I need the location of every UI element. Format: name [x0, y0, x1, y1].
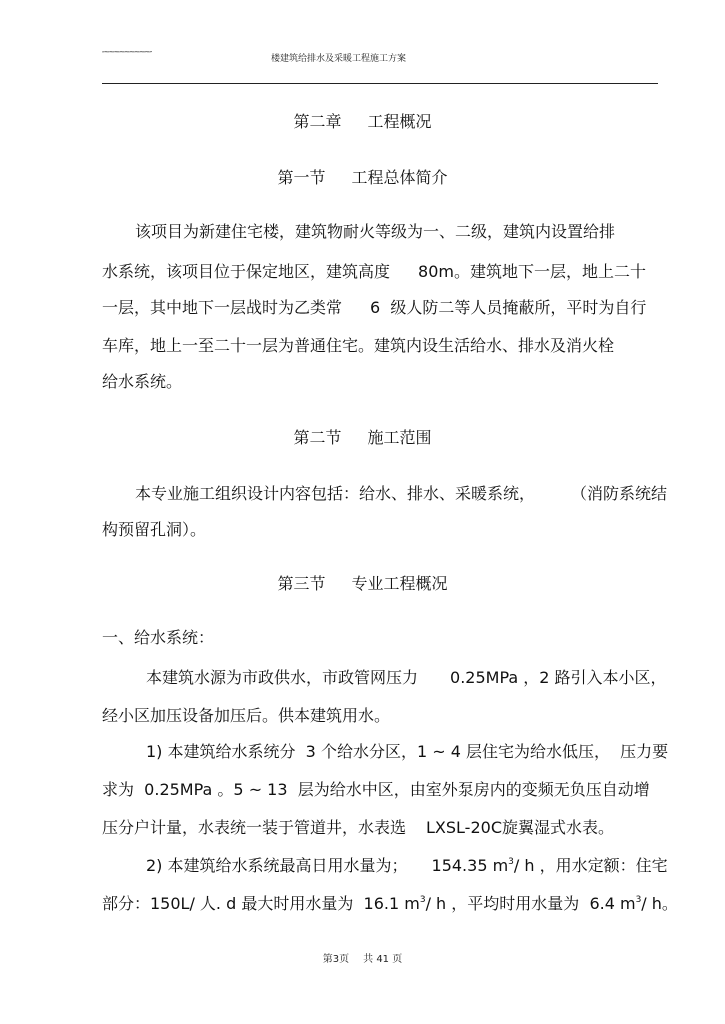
page-number: 第3页 [322, 954, 350, 965]
text-span: 本建筑水源为市政供水，市政管网压力 [146, 668, 419, 687]
paragraph-line [135, 484, 667, 504]
text-span: 154.35 m [431, 856, 509, 875]
page-total: 共 41 页 [363, 954, 403, 965]
paragraph-line [102, 818, 614, 838]
superscript: 3 [419, 895, 426, 905]
subsection-heading: 一、给水系统： [102, 628, 215, 647]
section-1-title: 工程总体简介 [351, 168, 448, 187]
section-1-number: 第一节 [277, 168, 326, 187]
paragraph-line [102, 894, 678, 914]
section-2-number: 第二节 [293, 428, 342, 447]
text-span: / h ，用水定额：住宅 [513, 856, 668, 875]
paragraph-line [146, 856, 668, 876]
text-span: / h ，平均时用水量为 6.4 m [425, 894, 636, 913]
paragraph-line: 构预留孔洞）。 [102, 520, 207, 539]
paragraph-line: 该项目为新建住宅楼，建筑物耐火等级为一、二级，建筑内设置给排 [135, 222, 616, 241]
superscript: 3 [635, 895, 642, 905]
page-footer [0, 950, 725, 965]
paragraph-line: 给水系统。 [102, 372, 183, 391]
text-span: 2) 本建筑给水系统最高日用水量为； [146, 856, 408, 875]
section-3-title: 专业工程概况 [351, 574, 448, 593]
paragraph-line: 求为 0.25MPa 。5 ~ 13 层为给水中区，由室外泵房内的变频无负压自动增 [102, 780, 650, 799]
header-title: 楼建筑给排水及采暖工程施工方案 [271, 54, 407, 64]
paragraph-line [102, 298, 646, 318]
paragraph-line [102, 262, 646, 282]
text-span: 80m。建筑地下一层，地上二十 [418, 262, 646, 281]
text-span: / h。 [641, 894, 678, 913]
paragraph-line: 车库，地上一至二十一层为普通住宅。建筑内设生活给水、排水及消火栓 [102, 336, 615, 355]
chapter-heading [0, 112, 725, 132]
chapter-number: 第二章 [293, 112, 342, 131]
text-span: 一层，其中地下一层战时为乙类常 [102, 298, 343, 317]
section-3-number: 第三节 [277, 574, 326, 593]
text-span: 0.25MPa ，2 路引入本小区， [450, 668, 667, 687]
header-rule [102, 83, 658, 84]
header-marks: ″″″″″″″″″″″″″″″″″″″″ [102, 50, 152, 59]
text-span: 6 级人防二等人员掩蔽所，平时为自行 [370, 298, 647, 317]
text-span: LXSL-20C旋翼湿式水表。 [426, 818, 614, 837]
superscript: 3 [508, 857, 514, 867]
section-1-heading [0, 168, 725, 188]
paragraph-line: 经小区加压设备加压后。供本建筑用水。 [102, 706, 391, 725]
text-span: 压分户计量，水表统一装于管道井，水表选 [102, 818, 407, 837]
paragraph-line: 1) 本建筑给水系统分 3 个给水分区，1 ~ 4 层住宅为给水低压， 压力要 [146, 742, 669, 761]
text-span: 部分：150L/ 人. d 最大时用水量为 16.1 m [102, 894, 420, 913]
section-2-title: 施工范围 [367, 428, 432, 447]
paragraph-line [146, 668, 667, 688]
text-span: （消防系统结 [571, 484, 668, 503]
chapter-title: 工程概况 [367, 112, 432, 131]
text-span: 本专业施工组织设计内容包括：给水、排水、采暖系统， [135, 484, 536, 503]
section-3-heading [0, 574, 725, 594]
text-span: 水系统，该项目位于保定地区，建筑高度 [102, 262, 391, 281]
section-2-heading [0, 428, 725, 448]
